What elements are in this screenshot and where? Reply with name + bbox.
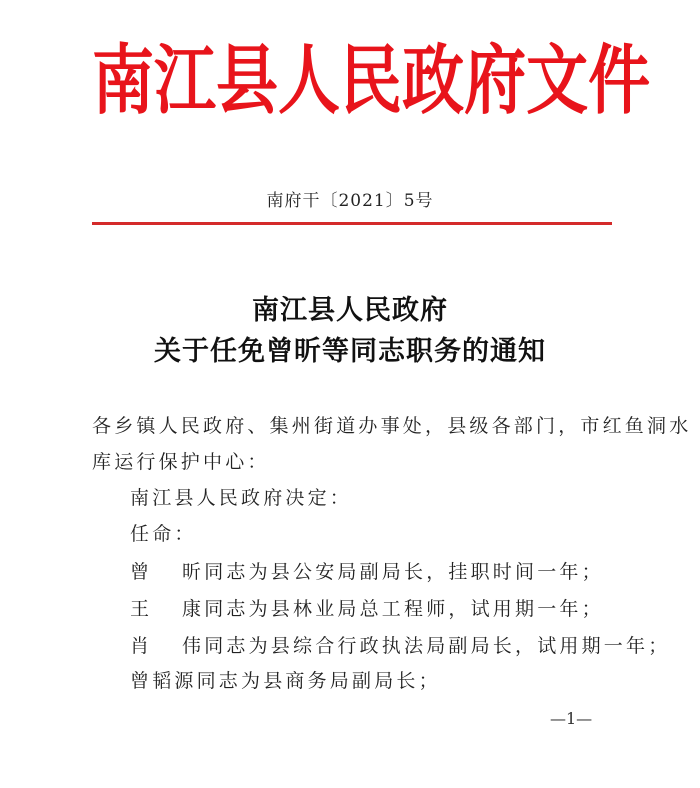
appoint-label: 任命： — [130, 523, 197, 545]
header-char: 县 — [216, 35, 279, 125]
appointee-surname: 曾 — [130, 561, 153, 583]
header-char: 南 — [92, 35, 155, 125]
appointment-item — [130, 557, 604, 584]
red-divider — [92, 222, 612, 225]
appointment-text: 康同志为县林业局总工程师，试用期一年； — [182, 598, 604, 620]
page-number: —1— — [550, 709, 593, 728]
appointment-text: 曾韬源同志为县商务局副局长； — [130, 670, 441, 692]
appointment-item — [130, 594, 604, 621]
appointment-text: 昕同志为县公安局副局长，挂职时间一年； — [182, 561, 604, 583]
header-char: 人 — [278, 35, 341, 125]
title-line-2: 关于任免曾昕等同志职务的通知 — [154, 336, 546, 367]
document-header — [92, 35, 651, 126]
document-number: 南府干〔2021〕5号 — [266, 191, 434, 211]
recipients-line-2: 库运行保护中心： — [92, 451, 270, 473]
header-char: 民 — [340, 35, 403, 125]
header-char: 文 — [526, 35, 589, 125]
header-char: 江 — [154, 35, 217, 125]
header-char: 政 — [402, 35, 465, 125]
appointment-item — [130, 666, 441, 693]
header-char: 府 — [464, 35, 527, 125]
appointee-surname: 肖 — [130, 635, 153, 657]
header-char: 件 — [588, 35, 651, 125]
recipients-line-1: 各乡镇人民政府、集州街道办事处，县级各部门，市红鱼洞水 — [92, 415, 692, 437]
appointment-text: 伟同志为县综合行政执法局副局长，试用期一年； — [182, 635, 671, 657]
decision-line: 南江县人民政府决定： — [130, 487, 353, 509]
appointee-surname: 王 — [130, 598, 153, 620]
title-line-1: 南江县人民政府 — [252, 295, 448, 326]
appointment-item — [130, 631, 670, 658]
